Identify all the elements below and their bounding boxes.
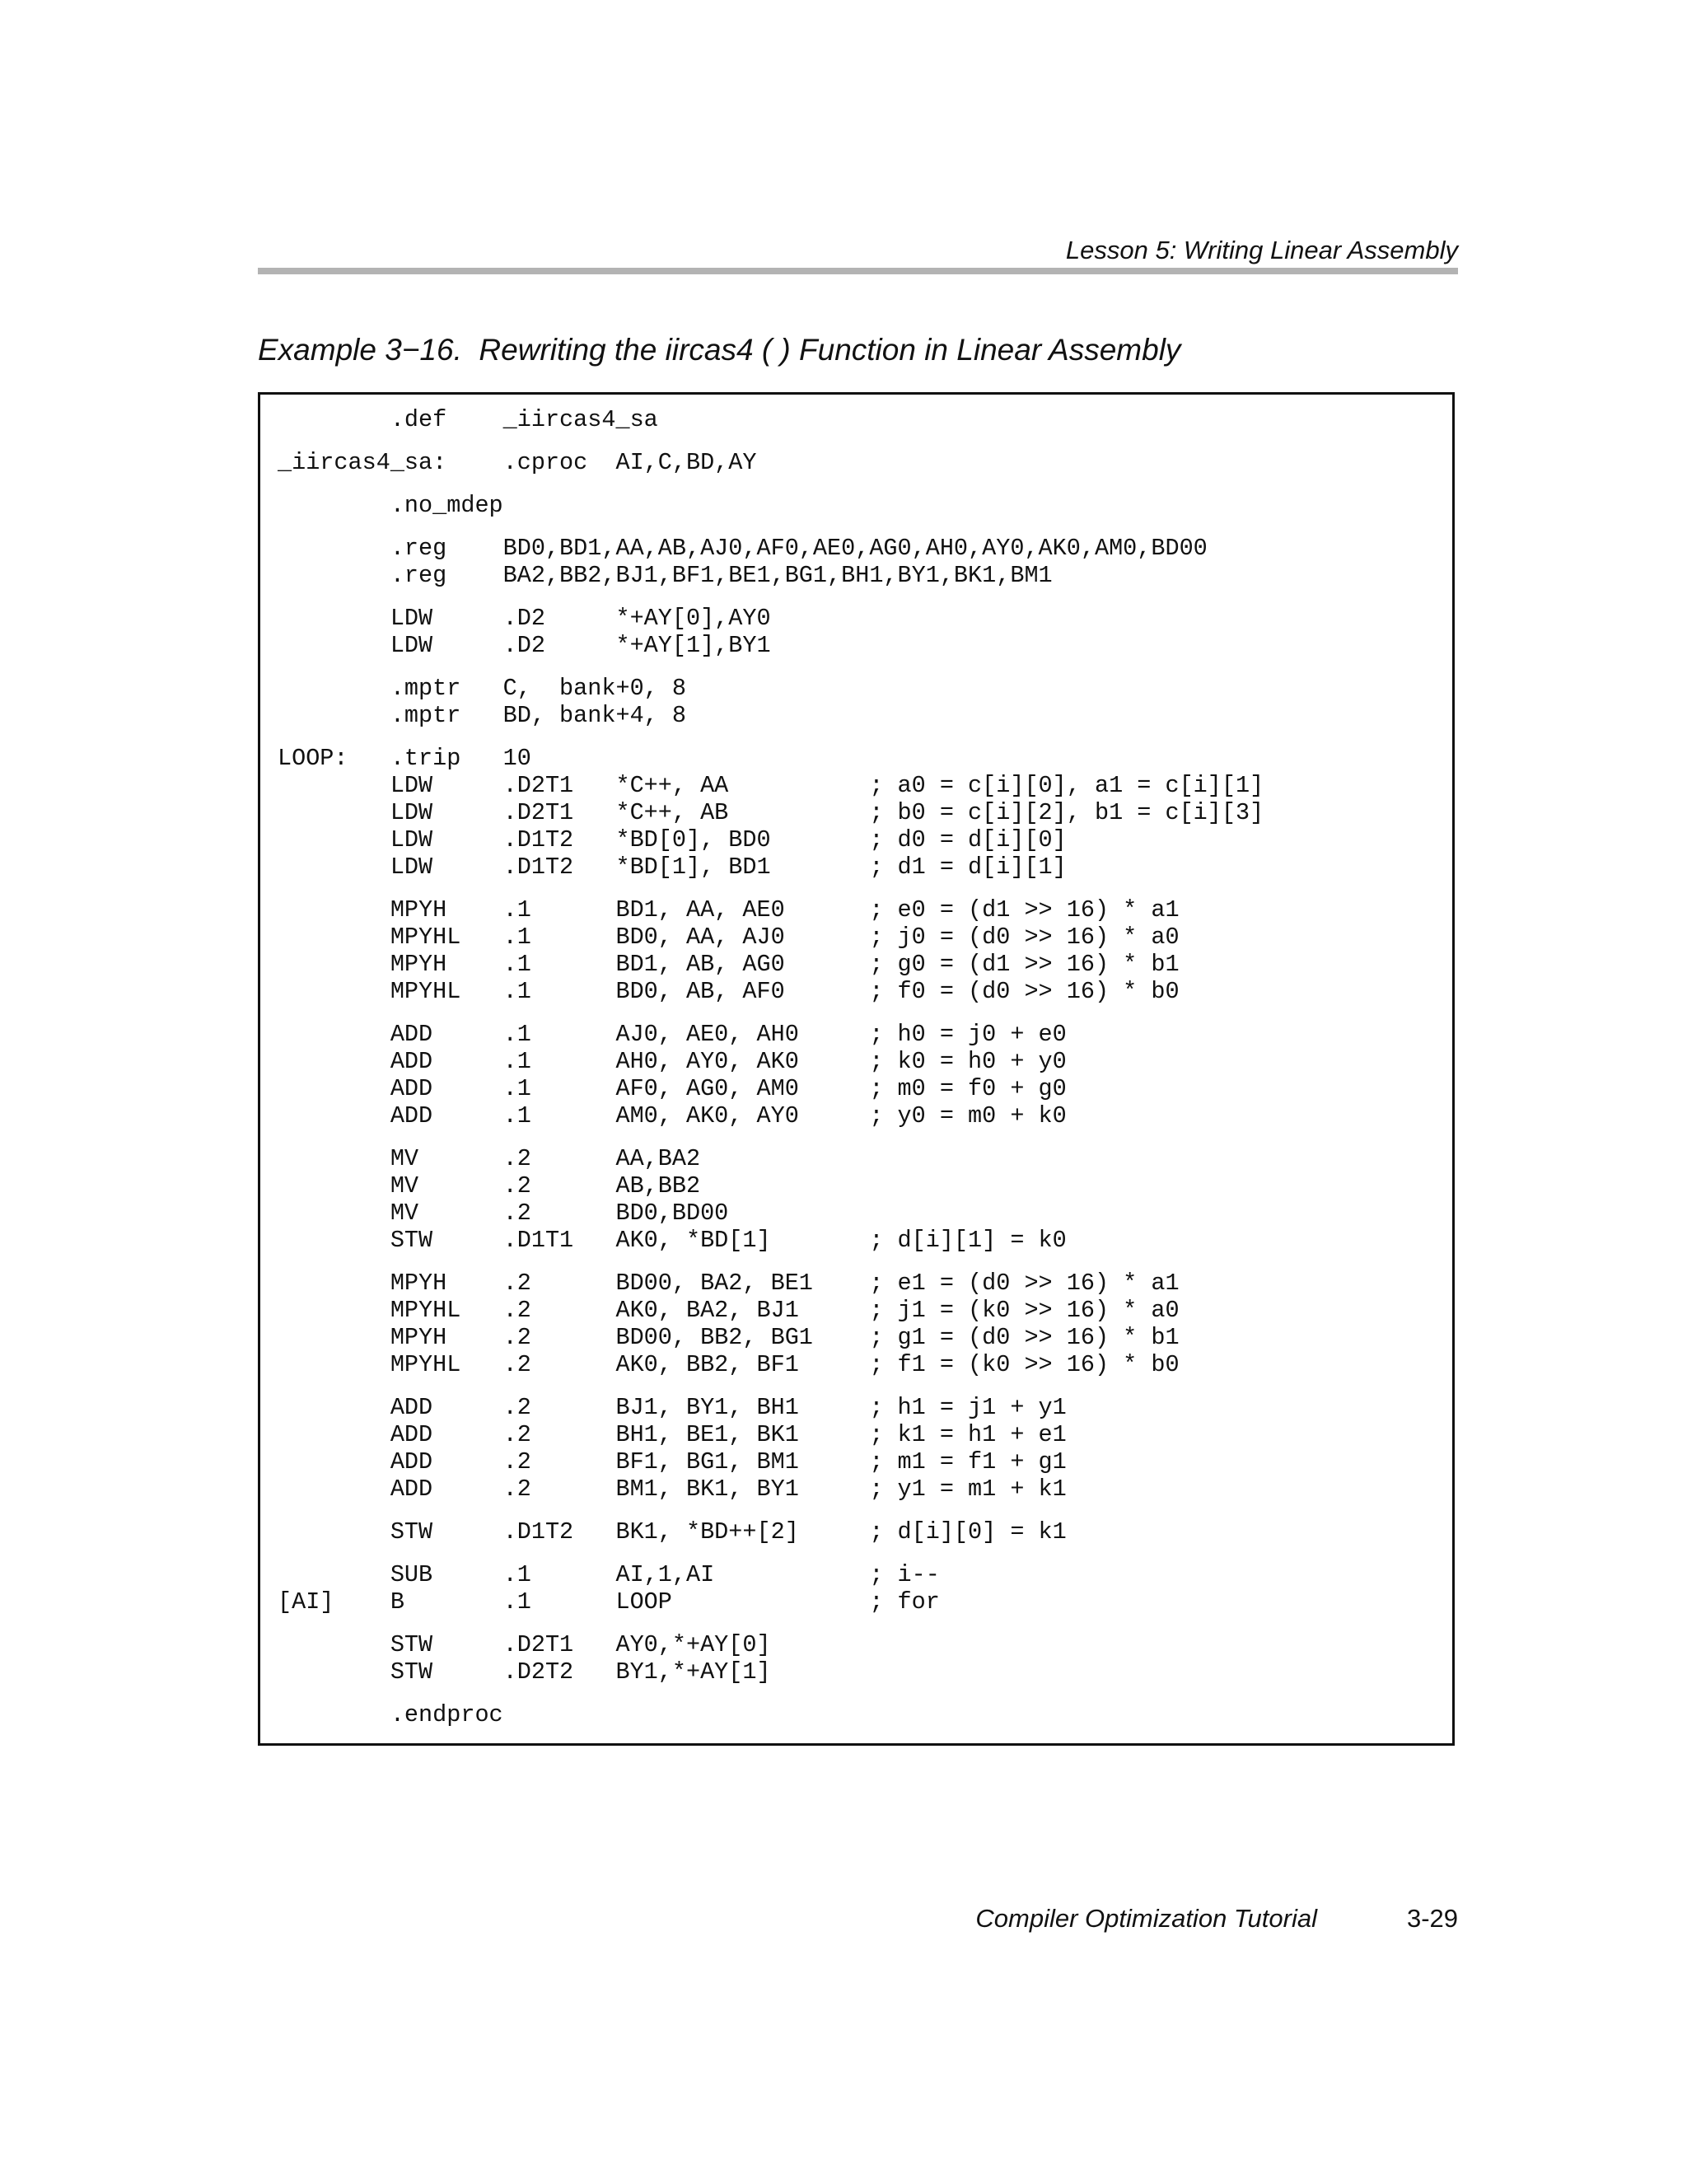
code-listing bbox=[278, 406, 1264, 1728]
code-line: .reg BD0,BD1,AA,AB,AJ0,AF0,AE0,AG0,AH0,AY0,AK0,AM0,BD00 bbox=[278, 535, 1208, 562]
code-listing-box bbox=[258, 392, 1455, 1746]
code-line: .mptr BD, bank+4, 8 bbox=[278, 702, 686, 729]
code-line: ADD .2 BJ1, BY1, BH1 ; h1 = j1 + y1 bbox=[278, 1394, 1067, 1421]
code-line: MPYH .1 BD1, AB, AG0 ; g0 = (d1 >> 16) * b1 bbox=[278, 951, 1180, 978]
code-line: .mptr C, bank+0, 8 bbox=[278, 675, 686, 702]
code-line: STW .D2T1 AY0,*+AY[0] bbox=[278, 1631, 771, 1658]
code-line: MPYH .2 BD00, BB2, BG1 ; g1 = (d0 >> 16) * b1 bbox=[278, 1324, 1180, 1351]
code-line: LDW .D2 *+AY[0],AY0 bbox=[278, 605, 771, 632]
code-line: MPYHL .2 AK0, BB2, BF1 ; f1 = (k0 >> 16) * b0 bbox=[278, 1351, 1180, 1378]
code-line: MV .2 AB,BB2 bbox=[278, 1172, 701, 1200]
code-line: .endproc bbox=[278, 1701, 503, 1728]
code-line: LDW .D1T2 *BD[0], BD0 ; d0 = d[i][0] bbox=[278, 826, 1067, 853]
page-number: 3-29 bbox=[1406, 1904, 1458, 1933]
code-line: MV .2 AA,BA2 bbox=[278, 1145, 701, 1172]
code-line: MPYH .1 BD1, AA, AE0 ; e0 = (d1 >> 16) * a1 bbox=[278, 896, 1180, 924]
code-line: LDW .D1T2 *BD[1], BD1 ; d1 = d[i][1] bbox=[278, 853, 1067, 881]
header-rule bbox=[258, 268, 1458, 274]
footer-title: Compiler Optimization Tutorial bbox=[975, 1904, 1317, 1933]
code-line: MPYHL .1 BD0, AB, AF0 ; f0 = (d0 >> 16) * b0 bbox=[278, 978, 1180, 1005]
running-header: Lesson 5: Writing Linear Assembly bbox=[1065, 236, 1458, 264]
code-line: ADD .2 BH1, BE1, BK1 ; k1 = h1 + e1 bbox=[278, 1421, 1067, 1448]
code-line: MPYH .2 BD00, BA2, BE1 ; e1 = (d0 >> 16) * a1 bbox=[278, 1270, 1180, 1297]
code-line: [AI] B .1 LOOP ; for bbox=[278, 1588, 940, 1616]
code-line: LDW .D2 *+AY[1],BY1 bbox=[278, 632, 771, 659]
code-line: ADD .1 AF0, AG0, AM0 ; m0 = f0 + g0 bbox=[278, 1075, 1067, 1102]
example-title: Example 3−16. Rewriting the iircas4 ( ) Function in Linear Assembly bbox=[258, 333, 1181, 367]
code-line: LDW .D2T1 *C++, AA ; a0 = c[i][0], a1 = c[i][1] bbox=[278, 772, 1264, 799]
code-line: STW .D1T2 BK1, *BD++[2] ; d[i][0] = k1 bbox=[278, 1518, 1067, 1546]
code-line: SUB .1 AI,1,AI ; i-- bbox=[278, 1561, 940, 1588]
code-line: STW .D1T1 AK0, *BD[1] ; d[i][1] = k0 bbox=[278, 1227, 1067, 1254]
code-line: ADD .1 AM0, AK0, AY0 ; y0 = m0 + k0 bbox=[278, 1102, 1067, 1129]
code-line: ADD .1 AJ0, AE0, AH0 ; h0 = j0 + e0 bbox=[278, 1021, 1067, 1048]
code-line: .def _iircas4_sa bbox=[278, 406, 658, 433]
code-line: MV .2 BD0,BD00 bbox=[278, 1200, 729, 1227]
code-line: MPYHL .1 BD0, AA, AJ0 ; j0 = (d0 >> 16) * a0 bbox=[278, 924, 1180, 951]
code-line: LDW .D2T1 *C++, AB ; b0 = c[i][2], b1 = c[i][3] bbox=[278, 799, 1264, 826]
code-line: _iircas4_sa: .cproc AI,C,BD,AY bbox=[278, 449, 757, 476]
code-line: ADD .1 AH0, AY0, AK0 ; k0 = h0 + y0 bbox=[278, 1048, 1067, 1075]
code-line: ADD .2 BM1, BK1, BY1 ; y1 = m1 + k1 bbox=[278, 1475, 1067, 1503]
code-line: ADD .2 BF1, BG1, BM1 ; m1 = f1 + g1 bbox=[278, 1448, 1067, 1475]
code-line: .no_mdep bbox=[278, 492, 503, 519]
code-line: LOOP: .trip 10 bbox=[278, 745, 531, 772]
code-line: .reg BA2,BB2,BJ1,BF1,BE1,BG1,BH1,BY1,BK1,BM1 bbox=[278, 562, 1053, 589]
code-line: STW .D2T2 BY1,*+AY[1] bbox=[278, 1658, 771, 1686]
code-line: MPYHL .2 AK0, BA2, BJ1 ; j1 = (k0 >> 16) * a0 bbox=[278, 1297, 1180, 1324]
